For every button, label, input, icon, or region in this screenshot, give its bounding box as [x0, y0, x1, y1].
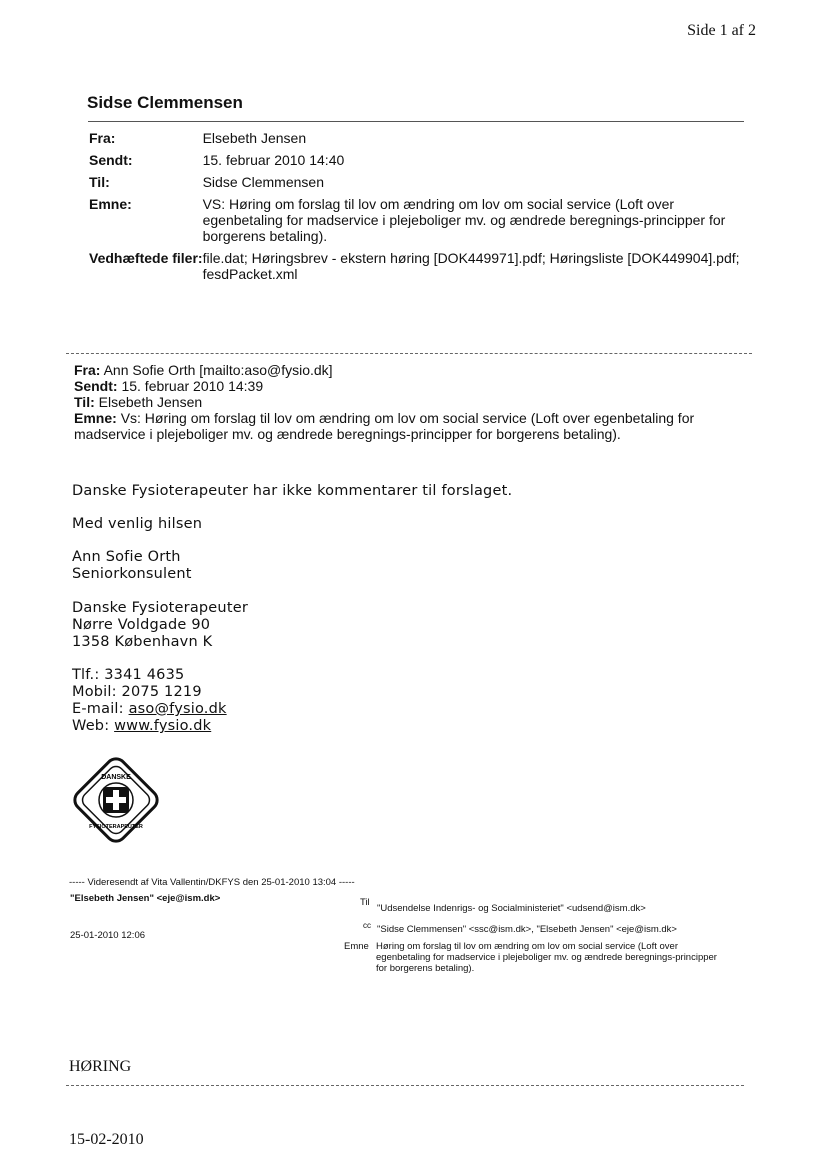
logo-ring-text: FYSIOTERAPEUTER: [89, 824, 143, 830]
attachments-value: file.dat; Høringsbrev - ekstern høring [DOK449971].pdf; Høringsliste [DOK449904].pdf; fesdPacket.xml: [202, 250, 740, 282]
signature-city: 1358 København K: [72, 634, 213, 650]
note-cc-label: cc: [363, 921, 371, 930]
header-divider: [88, 121, 744, 122]
footer-date: 15-02-2010: [69, 1131, 144, 1148]
signature-email-line: [72, 701, 227, 718]
signature-title: Seniorkonsulent: [72, 566, 192, 582]
fwd-sent-value: 15. februar 2010 14:39: [121, 378, 264, 394]
signature-web-line: [72, 718, 211, 735]
subject-label: Emne:: [89, 196, 132, 212]
signature-phone: Tlf.: 3341 4635: [72, 667, 185, 683]
web-label: Web:: [72, 718, 115, 734]
fwd-to-label: Til:: [74, 394, 95, 410]
web-link[interactable]: www.fysio.dk: [114, 718, 212, 734]
fwd-subject-value: Vs: Høring om forslag til lov om ændring om lov om social service (Loft over egenbetaling for madservice i plejeboliger mv. og ændrede beregnings-principper for borgerens betaling).: [74, 410, 695, 442]
footer-divider: [66, 1085, 744, 1086]
note-date: 25-01-2010 12:06: [70, 930, 146, 941]
forward-divider: [66, 353, 752, 354]
logo-emblem: [68, 752, 164, 848]
signature-street: Nørre Voldgade 90: [72, 617, 211, 633]
forwarded-note: ----- Videresendt af Vita Vallentin/DKFYS den 25-01-2010 13:04 -----: [69, 877, 355, 888]
signature-org: Danske Fysioterapeuter: [72, 600, 248, 616]
fwd-to-value: Elsebeth Jensen: [98, 394, 203, 410]
logo-top-text: DANSKE: [101, 774, 131, 781]
sent-label: Sendt:: [89, 152, 133, 168]
danske-fysioterapeuter-logo: [68, 752, 164, 848]
fwd-sent-label: Sendt:: [74, 378, 118, 394]
signature-name: Ann Sofie Orth: [72, 549, 181, 565]
from-value: Elsebeth Jensen: [202, 130, 307, 146]
subject-value: VS: Høring om forslag til lov om ændring om lov om social service (Loft over egenbetaling for madservice i plejeboliger mv. og ændrede beregnings-principper for borgerens betaling).: [202, 196, 726, 244]
signature-mobile: Mobil: 2075 1219: [72, 684, 202, 700]
note-sender: "Elsebeth Jensen" <eje@ism.dk>: [70, 893, 221, 904]
mailbox-owner: Sidse Clemmensen: [87, 93, 243, 112]
fwd-from-label: Fra:: [74, 362, 101, 378]
greeting: Med venlig hilsen: [72, 516, 203, 532]
to-value: Sidse Clemmensen: [202, 174, 324, 190]
note-til-label: Til: [360, 897, 370, 908]
sent-value: 15. februar 2010 14:40: [202, 152, 345, 168]
email-header-table: [89, 130, 748, 282]
from-label: Fra:: [89, 130, 116, 146]
fwd-from-value: Ann Sofie Orth [mailto:aso@fysio.dk]: [103, 362, 333, 378]
note-til-value: "Udsendelse Indenrigs- og Socialministeriet" <udsend@ism.dk>: [377, 903, 646, 914]
body-line-1: Danske Fysioterapeuter har ikke kommentarer til forslaget.: [72, 483, 513, 499]
note-emne-label: Emne: [344, 941, 369, 952]
email-label: E-mail:: [72, 701, 129, 717]
forwarded-header: [74, 362, 734, 442]
page-number: Side 1 af 2: [687, 22, 756, 39]
footer-heading: HØRING: [69, 1058, 132, 1075]
email-link[interactable]: aso@fysio.dk: [128, 701, 227, 717]
to-label: Til:: [89, 174, 110, 190]
note-cc-value: "Sidse Clemmensen" <ssc@ism.dk>, "Elsebeth Jensen" <eje@ism.dk>: [377, 924, 677, 935]
fwd-subject-label: Emne:: [74, 410, 117, 426]
note-emne-value: Høring om forslag til lov om ændring om lov om social service (Loft over egenbetaling for madservice i plejeboliger mv. og ændrede beregnings-principper for borgerens betaling).: [376, 941, 717, 974]
attachments-label: Vedhæftede filer:: [89, 250, 203, 266]
